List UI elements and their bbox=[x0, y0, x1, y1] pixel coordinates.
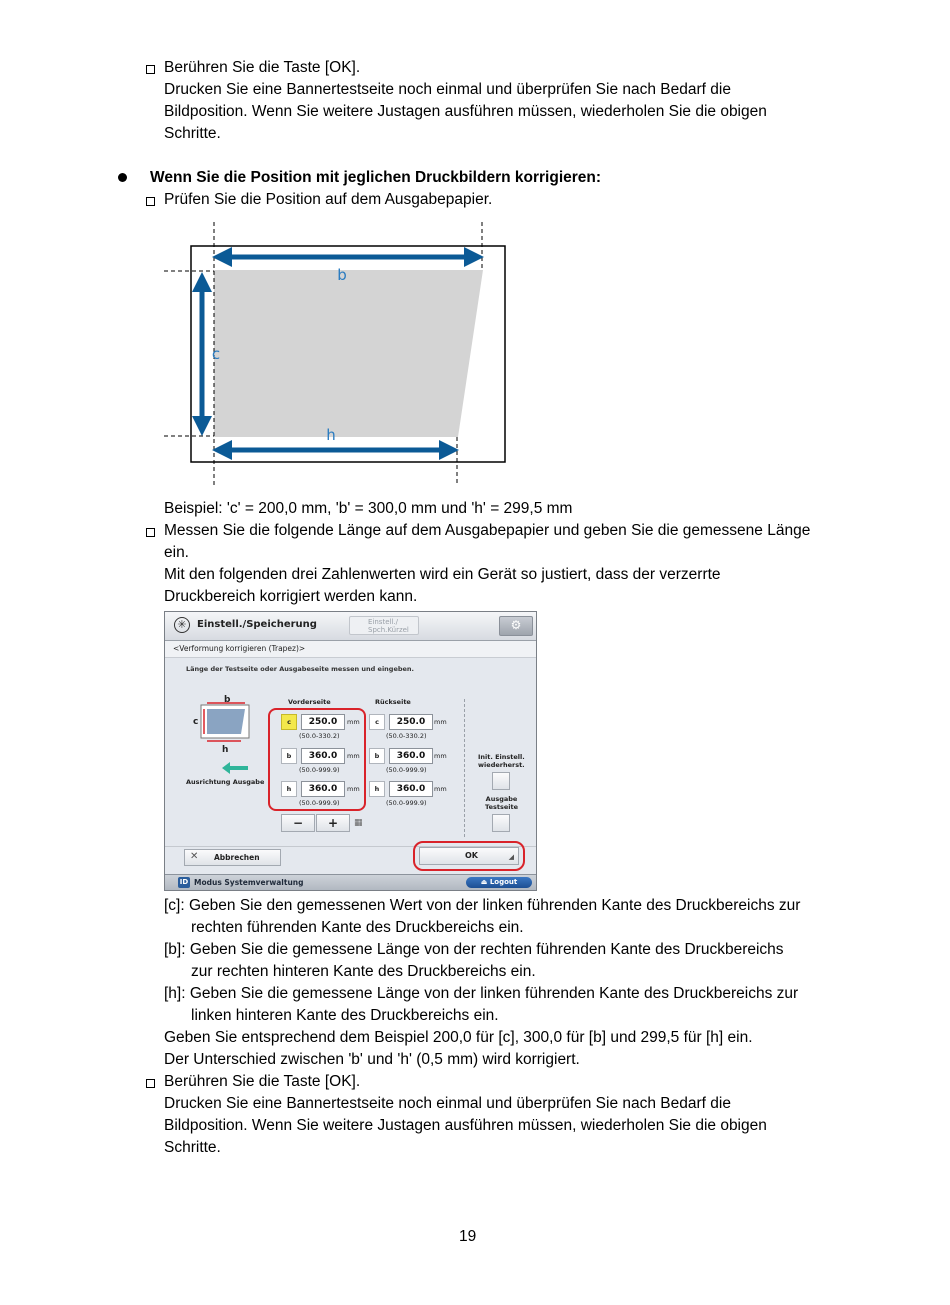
label-c: c bbox=[211, 345, 221, 363]
text-line: Schritte. bbox=[164, 125, 221, 142]
back-b-range: (50.0-999.9) bbox=[386, 766, 427, 774]
front-b-key[interactable]: b bbox=[281, 748, 297, 764]
explanation-h: [h]: Geben Sie die gemessene Länge von der linken führenden Kante des Druckbereichs zur bbox=[164, 985, 799, 1002]
instruction-text: Länge der Testseite oder Ausgabeseite messen und eingeben. bbox=[186, 665, 415, 673]
front-h-range: (50.0-999.9) bbox=[299, 799, 340, 807]
text-line: Drucken Sie eine Bannertestseite noch einmal und überprüfen Sie nach Bedarf die bbox=[164, 1095, 731, 1112]
settings-screen bbox=[164, 611, 537, 891]
logout-button[interactable]: ⏏ Logout bbox=[466, 877, 532, 888]
front-highlight-frame bbox=[268, 708, 366, 811]
reset-label: Init. Einstell. wiederherst. bbox=[478, 753, 525, 769]
front-c-key[interactable]: c bbox=[281, 714, 297, 730]
unit-label: mm bbox=[434, 752, 447, 760]
checkbox-bullet-icon bbox=[146, 197, 155, 206]
front-h-key[interactable]: h bbox=[281, 781, 297, 797]
back-b-value[interactable]: 360.0 bbox=[389, 748, 433, 764]
section-heading: Wenn Sie die Position mit jeglichen Druckbildern korrigieren: bbox=[150, 169, 602, 186]
summary-line: Geben Sie entsprechend dem Beispiel 200,0 für [c], 300,0 für [b] und 299,5 für [h] ein. bbox=[164, 1029, 753, 1046]
unit-label: mm bbox=[434, 785, 447, 793]
plus-button[interactable]: + bbox=[316, 814, 350, 832]
settings-star-icon: ✳ bbox=[174, 617, 190, 633]
keypad-icon[interactable]: ▦ bbox=[354, 818, 363, 828]
text-line: Messen Sie die folgende Länge auf dem Ausgabepapier und geben Sie die gemessene Länge bbox=[164, 522, 811, 539]
unit-label: mm bbox=[434, 718, 447, 726]
front-b-value[interactable]: 360.0 bbox=[301, 748, 345, 764]
subtitle-bar bbox=[165, 641, 536, 658]
back-side-label: Rückseite bbox=[375, 698, 411, 706]
step-touch-ok: Berühren Sie die Taste [OK]. bbox=[164, 59, 361, 76]
label-h: h bbox=[326, 426, 336, 444]
id-icon: ID bbox=[179, 878, 189, 886]
explanation-c: [c]: Geben Sie den gemessenen Wert von der linken führenden Kante des Druckbereichs zur bbox=[164, 897, 801, 914]
back-h-key[interactable]: h bbox=[369, 781, 385, 797]
shortcut-button[interactable]: Einstell./ Spch.Kürzel bbox=[349, 616, 419, 635]
logout-icon: ⏏ bbox=[480, 878, 488, 886]
checkbox-bullet-icon bbox=[146, 65, 155, 74]
explanation-b: [b]: Geben Sie die gemessene Länge von der rechten führenden Kante des Druckbereichs bbox=[164, 941, 784, 958]
close-icon: ✕ bbox=[190, 851, 199, 862]
front-c-value[interactable]: 250.0 bbox=[301, 714, 345, 730]
enter-corner-icon: ◢ bbox=[508, 853, 514, 861]
output-test-page-button[interactable] bbox=[492, 814, 510, 832]
back-h-value[interactable]: 360.0 bbox=[389, 781, 433, 797]
status-footer bbox=[165, 874, 536, 891]
front-b-range: (50.0-999.9) bbox=[299, 766, 340, 774]
unit-label: mm bbox=[347, 785, 360, 793]
front-h-value[interactable]: 360.0 bbox=[301, 781, 345, 797]
screen-subtitle: <Verformung korrigieren (Trapez)> bbox=[173, 644, 306, 653]
example-text: Beispiel: 'c' = 200,0 mm, 'b' = 300,0 mm und 'h' = 299,5 mm bbox=[164, 500, 573, 517]
minus-button[interactable]: − bbox=[281, 814, 315, 832]
preview-label-c: c bbox=[193, 717, 199, 727]
unit-label: mm bbox=[347, 752, 360, 760]
back-b-key[interactable]: b bbox=[369, 748, 385, 764]
unit-label: mm bbox=[347, 718, 360, 726]
step-touch-ok: Berühren Sie die Taste [OK]. bbox=[164, 1073, 361, 1090]
explanation-c-cont: rechten führenden Kante des Druckbereichs ein. bbox=[191, 919, 524, 936]
summary-line: Der Unterschied zwischen 'b' und 'h' (0,5 mm) wird korrigiert. bbox=[164, 1051, 580, 1068]
direction-label: Ausrichtung Ausgabe bbox=[186, 778, 265, 786]
back-h-range: (50.0-999.9) bbox=[386, 799, 427, 807]
output-test-page-label: Ausgabe Testseite bbox=[485, 795, 518, 811]
round-bullet-icon bbox=[118, 173, 127, 182]
checkbox-bullet-icon bbox=[146, 1079, 155, 1088]
back-c-value[interactable]: 250.0 bbox=[389, 714, 433, 730]
front-side-label: Vorderseite bbox=[288, 698, 331, 706]
mode-label: Modus Systemverwaltung bbox=[194, 878, 304, 887]
cancel-button[interactable]: ✕ Abbrechen bbox=[184, 849, 281, 866]
print-area-shape bbox=[211, 270, 483, 437]
page-number: 19 bbox=[459, 1228, 477, 1245]
back-c-range: (50.0-330.2) bbox=[386, 732, 427, 740]
gear-icon[interactable]: ⚙ bbox=[499, 616, 533, 636]
trapezoid-diagram bbox=[160, 220, 520, 490]
checkbox-bullet-icon bbox=[146, 528, 155, 537]
explanation-b-cont: zur rechten hinteren Kante des Druckbereichs ein. bbox=[191, 963, 536, 980]
label-b: b bbox=[337, 266, 347, 284]
screen-title: Einstell./Speicherung bbox=[197, 619, 317, 630]
back-c-key[interactable]: c bbox=[369, 714, 385, 730]
text-line: Schritte. bbox=[164, 1139, 221, 1156]
ok-highlight-frame bbox=[413, 841, 525, 871]
screen-header bbox=[165, 612, 536, 641]
explanation-h-cont: linken hinteren Kante des Druckbereichs ein. bbox=[191, 1007, 499, 1024]
ok-button[interactable]: OK ◢ bbox=[419, 847, 519, 865]
step-check-position: Prüfen Sie die Position auf dem Ausgabepapier. bbox=[164, 191, 493, 208]
text-line: Druckbereich korrigiert werden kann. bbox=[164, 588, 418, 605]
text-line: Bildposition. Wenn Sie weitere Justagen ausführen müssen, wiederholen Sie die obigen bbox=[164, 1117, 767, 1134]
text-line: Drucken Sie eine Bannertestseite noch einmal und überprüfen Sie nach Bedarf die bbox=[164, 81, 731, 98]
text-line: Bildposition. Wenn Sie weitere Justagen ausführen müssen, wiederholen Sie die obigen bbox=[164, 103, 767, 120]
preview-label-b: b bbox=[224, 695, 231, 705]
reset-button[interactable] bbox=[492, 772, 510, 790]
text-line: ein. bbox=[164, 544, 189, 561]
arrow-left-icon bbox=[222, 762, 248, 774]
text-line: Mit den folgenden drei Zahlenwerten wird ein Gerät so justiert, dass der verzerrte bbox=[164, 566, 721, 583]
preview-label-h: h bbox=[222, 745, 229, 755]
front-c-range: (50.0-330.2) bbox=[299, 732, 340, 740]
